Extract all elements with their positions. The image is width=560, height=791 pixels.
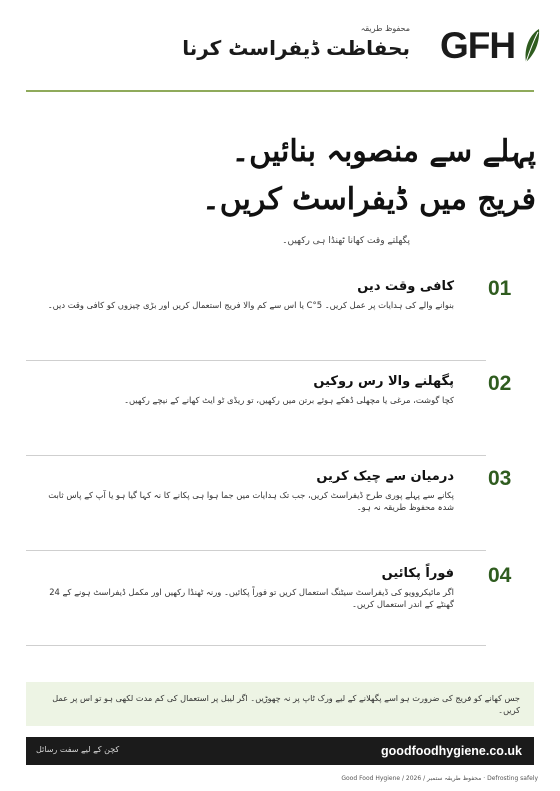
headline (202, 128, 536, 224)
step-divider (26, 360, 486, 361)
step-title: پگھلنے والا رس روکیں (313, 374, 454, 389)
step-divider (26, 455, 486, 456)
step-title: کافی وقت دیں (357, 279, 454, 294)
step-body: کچا گوشت، مرغی یا مچھلی ڈھکے ہوئے برتن میں رکھیں، تو ریڈی ٹو ایٹ کھانے کے نیچے رکھیں۔ (124, 395, 454, 405)
headline-subhead: پگھلتے وقت کھانا ٹھنڈا ہی رکھیں۔ (282, 236, 410, 246)
footer-bar (26, 737, 534, 765)
credit-line: Good Food Hygiene / 2026 / محفوظ طریقہ ستمبر · Defrosting safely (341, 775, 538, 782)
header-divider (26, 90, 534, 92)
step-body: اگر مائیکروویو کی ڈیفراسٹ سیٹنگ استعمال کریں تو فوراً پکائیں۔ ورنہ ٹھنڈا رکھیں اور مکمل ڈیفراسٹ ہونے کے 24 گھنٹے کے اندر استعمال کریں۔ (49, 587, 454, 609)
header-kicker: محفوظ طریقہ (360, 24, 410, 33)
step-title: فوراً پکائیں (381, 566, 454, 581)
page-title: بحفاظت ڈیفراسٹ کرنا (182, 36, 410, 60)
leaf-icon (522, 28, 540, 62)
step-divider (26, 550, 486, 551)
note-text: جس کھانے کو فریج کی ضرورت ہو اسے پگھلانے کے لیے ورک ٹاپ پر نہ چھوڑیں۔ اگر لیبل پر استعمال کی کم مدت لکھی ہو تو اس پر عمل کریں۔ (52, 693, 520, 715)
step-number: 02 (488, 372, 512, 395)
website-link[interactable]: goodfoodhygiene.co.uk (381, 744, 522, 758)
step-body: بنوانے والے کی ہدایات پر عمل کریں۔ 5°C یا اس سے کم والا فریج استعمال کریں اور بڑی چیزوں کو کافی وقت دیں۔ (47, 300, 454, 310)
step-number: 04 (488, 564, 512, 587)
logo-text: GFH (440, 25, 516, 66)
footer-tagline: کچن کے لیے سفت رسائل (36, 745, 120, 754)
headline-line-1: پہلے سے منصوبہ بنائیں۔ (231, 134, 536, 169)
headline-line-2: فریج میں ڈیفراسٹ کریں۔ (202, 182, 536, 217)
step-number: 03 (488, 467, 512, 490)
gfh-logo (440, 26, 540, 66)
note-box (26, 682, 534, 726)
step-number: 01 (488, 277, 512, 300)
step-title: درمیان سے چیک کریں (316, 469, 454, 484)
step-divider (26, 645, 486, 646)
step-body: پکانے سے پہلے پوری طرح ڈیفراسٹ کریں، جب تک ہدایات میں جما ہوا ہی پکانے کا نہ کہا گیا ہو یا آپ کے پاس ثابت شدہ محفوظ طریقہ نہ ہو۔ (48, 490, 454, 512)
